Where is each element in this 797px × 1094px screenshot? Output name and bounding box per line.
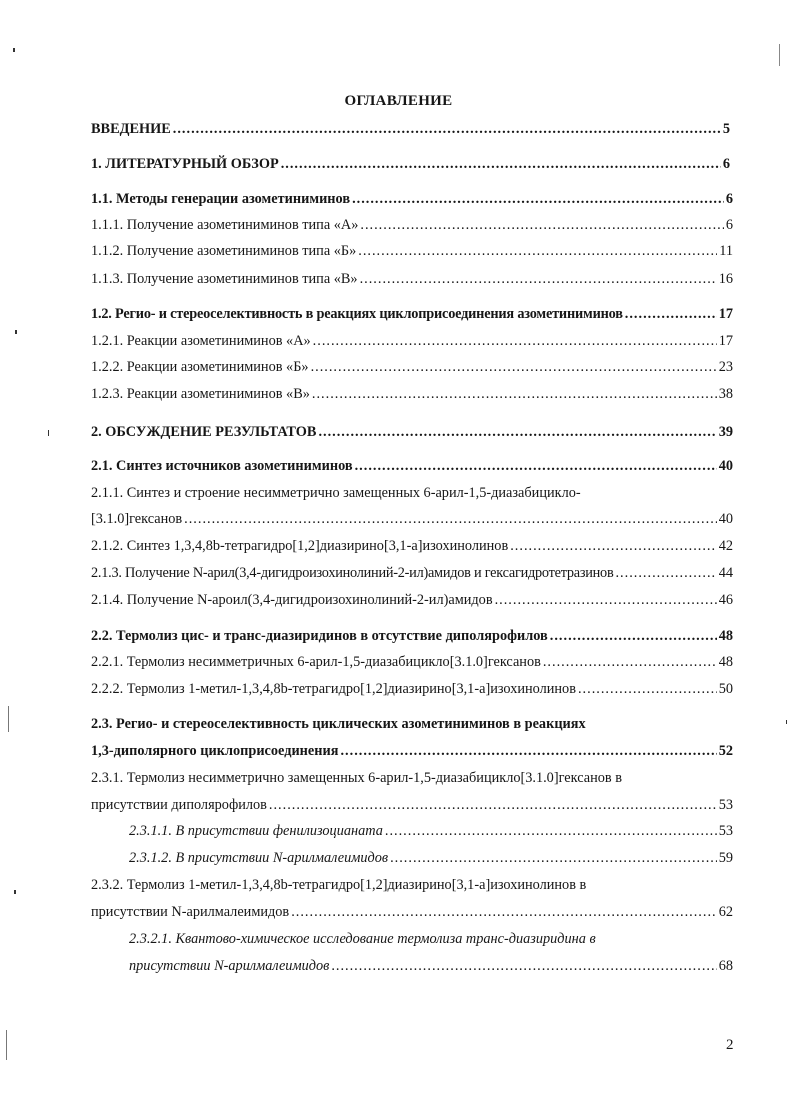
toc-entry-text: присутствии диполярофилов	[91, 797, 267, 813]
scan-speck	[13, 48, 15, 52]
toc-entry-text: [3.1.0]гексанов	[91, 511, 183, 527]
toc-entry-text: 1.1.2. Получение азометиниминов типа «Б»	[91, 243, 357, 259]
toc-entry-text: 1.2.2. Реакции азометиниминов «Б»	[91, 359, 309, 375]
toc-entry-text: 1.1.3. Получение азометиниминов типа «В»	[91, 271, 358, 287]
toc-entry-page: 50	[718, 681, 733, 697]
toc-title: ОГЛАВЛЕНИЕ	[344, 93, 453, 109]
toc-entry-text: ВВЕДЕНИЕ	[91, 121, 171, 137]
toc-entry-text: 2.1. Синтез источников азометиниминов	[91, 458, 353, 474]
toc-entry-s221[interactable]	[91, 653, 733, 671]
scan-speck	[6, 1030, 7, 1060]
toc-entry-page: 6	[725, 191, 733, 207]
toc-entry-text: 1.1.1. Получение азометиниминов типа «А»	[91, 217, 359, 233]
toc-entry-text: присутствии N-арилмалеимидов	[91, 904, 290, 920]
toc-entry-text: 2.2. Термолиз цис- и транс-диазиридинов в отсутствие диполярофилов	[91, 628, 548, 644]
toc-entry-page: 11	[719, 243, 733, 259]
dot-leader	[543, 653, 717, 671]
toc-entry-s213[interactable]	[91, 564, 733, 582]
toc-entry-text: 1.2. Регио- и стереоселективность в реакциях циклоприсоединения азометиниминов	[91, 306, 623, 322]
toc-entry-s22[interactable]	[91, 627, 733, 645]
scan-speck	[8, 706, 9, 732]
toc-entry-s111[interactable]	[91, 216, 733, 234]
dot-leader	[312, 385, 717, 403]
toc-entry-page: 40	[718, 511, 733, 527]
dot-leader	[184, 510, 717, 528]
toc-entry-text: 2.2.2. Термолиз 1-метил-1,3,4,8b-тетрагидро[1,2]диазирино[3,1-a]изохинолинов	[91, 681, 576, 697]
dot-leader	[625, 305, 717, 323]
toc-entry-text: 2.1.2. Синтез 1,3,4,8b-тетрагидро[1,2]диазирино[3,1-a]изохинолинов	[91, 538, 509, 554]
toc-entry-s214[interactable]	[91, 591, 733, 609]
toc-entry-s2312[interactable]	[129, 849, 733, 867]
dot-leader	[385, 822, 717, 840]
toc-entry-s21[interactable]	[91, 457, 733, 475]
toc-entry-page: 42	[718, 538, 733, 554]
toc-entry-text: 1,3-диполярного циклоприсоединения	[91, 743, 339, 759]
toc-entry-s123[interactable]	[91, 385, 733, 403]
toc-entry-page: 40	[718, 458, 733, 474]
toc-entry-ch2[interactable]	[91, 423, 733, 441]
toc-entry-text: 2.1.3. Получение N-арил(3,4-дигидроизохинолиний-2-ил)амидов и гексагидротетразинов	[91, 565, 614, 581]
scan-speck	[786, 720, 787, 724]
dot-leader	[331, 957, 716, 975]
toc-entry-s232-line1[interactable]: 2.3.2. Термолиз 1-метил-1,3,4,8b-тетрагидро[1,2]диазирино[3,1-a]изохинолинов в	[91, 877, 587, 893]
dot-leader	[615, 564, 716, 582]
toc-entry-text: 2.2.1. Термолиз несимметричных 6-арил-1,5-диазабицикло[3.1.0]гексанов	[91, 654, 541, 670]
dot-leader	[360, 216, 723, 234]
dot-leader	[281, 155, 721, 173]
toc-entry-s211-line2[interactable]	[91, 510, 733, 528]
dot-leader	[358, 242, 717, 260]
dot-leader	[390, 849, 717, 867]
dot-leader	[311, 358, 717, 376]
toc-entry-page: 48	[718, 654, 733, 670]
toc-entry-page: 23	[718, 359, 733, 375]
toc-entry-s222[interactable]	[91, 680, 733, 698]
toc-entry-page: 39	[718, 424, 733, 440]
toc-entry-s12[interactable]	[91, 305, 733, 323]
toc-entry-page: 68	[718, 958, 733, 974]
page-number: 2	[726, 1037, 734, 1053]
toc-entry-s121[interactable]	[91, 332, 733, 350]
toc-entry-s2321-line2[interactable]	[129, 957, 733, 975]
dot-leader	[578, 680, 717, 698]
dot-leader	[495, 591, 717, 609]
dot-leader	[510, 537, 716, 555]
toc-entry-page: 62	[718, 904, 733, 920]
toc-entry-page: 59	[718, 850, 733, 866]
toc-entry-s113[interactable]	[91, 270, 733, 288]
toc-entry-page: 38	[718, 386, 733, 402]
toc-entry-text: 1.1. Методы генерации азометиниминов	[91, 191, 351, 207]
dot-leader	[355, 457, 717, 475]
dot-leader	[360, 270, 717, 288]
toc-entry-page: 44	[718, 565, 733, 581]
toc-entry-page: 5	[722, 121, 730, 137]
dot-leader	[269, 796, 717, 814]
toc-entry-text: 1.2.1. Реакции азометиниминов «А»	[91, 333, 311, 349]
toc-entry-s2321-line1[interactable]: 2.3.2.1. Квантово-химическое исследование термолиза транс-диазиридина в	[129, 931, 596, 947]
toc-entry-page: 48	[718, 628, 733, 644]
toc-entry-page: 16	[718, 271, 733, 287]
dot-leader	[173, 120, 721, 138]
dot-leader	[313, 332, 717, 350]
scan-speck	[48, 430, 49, 436]
toc-entry-text: 1. ЛИТЕРАТУРНЫЙ ОБЗОР	[91, 156, 279, 172]
toc-entry-s212[interactable]	[91, 537, 733, 555]
toc-entry-text: 2.3.1.2. В присутствии N-арилмалеимидов	[129, 850, 389, 866]
toc-entry-text: 1.2.3. Реакции азометиниминов «В»	[91, 386, 310, 402]
dot-leader	[352, 190, 724, 208]
toc-entry-s11[interactable]	[91, 190, 733, 208]
scan-speck	[14, 890, 16, 894]
scan-speck	[15, 330, 17, 334]
toc-entry-page: 53	[718, 797, 733, 813]
dot-leader	[550, 627, 717, 645]
toc-entry-text: присутствии N-арилмалеимидов	[129, 958, 330, 974]
toc-entry-page: 17	[718, 333, 733, 349]
toc-entry-page: 6	[722, 156, 730, 172]
toc-entry-page: 17	[718, 306, 733, 322]
toc-entry-s231-line2[interactable]	[91, 796, 733, 814]
toc-entry-s23-line1[interactable]: 2.3. Регио- и стереоселективность циклических азометиниминов в реакциях	[91, 716, 586, 732]
toc-entry-s122[interactable]	[91, 358, 733, 376]
toc-entry-page: 6	[725, 217, 733, 233]
toc-entry-s23-line2[interactable]	[91, 742, 733, 760]
scan-speck	[779, 44, 780, 66]
toc-entry-text: 2.1.4. Получение N-ароил(3,4-дигидроизохинолиний-2-ил)амидов	[91, 592, 493, 608]
toc-entry-page: 53	[718, 823, 733, 839]
toc-entry-s232-line2[interactable]	[91, 903, 733, 921]
toc-entry-page: 52	[718, 743, 733, 759]
toc-entry-text: 2. ОБСУЖДЕНИЕ РЕЗУЛЬТАТОВ	[91, 424, 317, 440]
toc-entry-s211-line1[interactable]: 2.1.1. Синтез и строение несимметрично замещенных 6-арил-1,5-диазабицикло-	[91, 485, 581, 501]
toc-entry-s231-line1[interactable]: 2.3.1. Термолиз несимметрично замещенных 6-арил-1,5-диазабицикло[3.1.0]гексанов в	[91, 770, 622, 786]
toc-entry-s2311[interactable]	[129, 822, 733, 840]
toc-entry-page: 46	[718, 592, 733, 608]
toc-entry-intro[interactable]	[91, 120, 730, 138]
dot-leader	[340, 742, 716, 760]
toc-entry-ch1[interactable]	[91, 155, 730, 173]
dot-leader	[318, 423, 716, 441]
toc-entry-s112[interactable]	[91, 242, 733, 260]
dot-leader	[291, 903, 717, 921]
toc-entry-text: 2.3.1.1. В присутствии фенилизоцианата	[129, 823, 383, 839]
